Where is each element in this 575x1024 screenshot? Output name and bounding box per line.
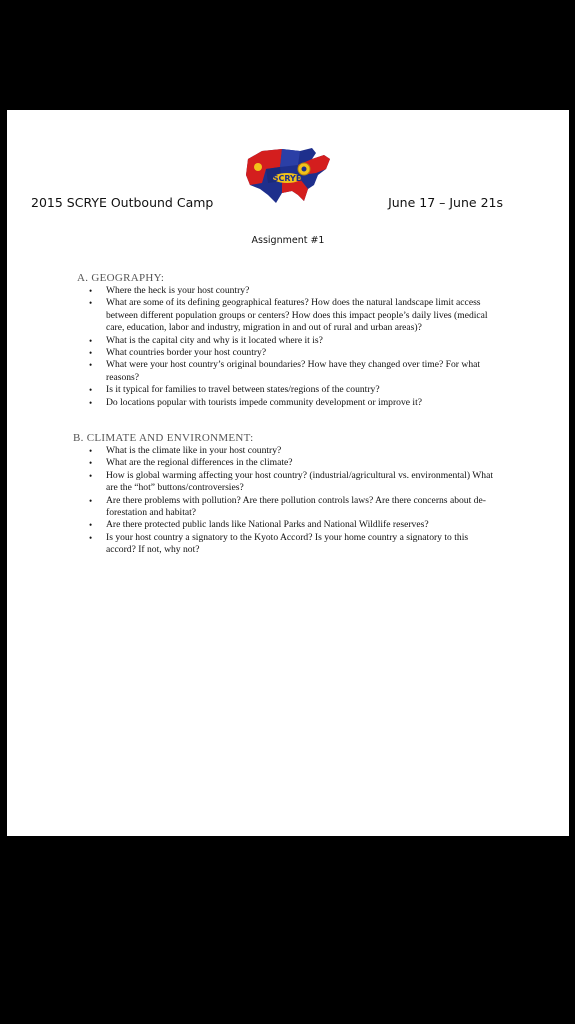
section-title: A. GEOGRAPHY: — [77, 272, 165, 284]
question-list — [7, 445, 569, 557]
list-item: • How is global warming affecting your host country? (industrial/agricultural vs. environmental) What are the “hot” buttons/controversies? — [7, 470, 569, 495]
list-item: • Are there problems with pollution? Are there pollution controls laws? Are there concerns about de-forestation and habitat? — [7, 495, 569, 520]
logo-text: SCRYE — [272, 174, 302, 183]
section-title: B. CLIMATE AND ENVIRONMENT: — [73, 432, 254, 444]
list-item: • Where the heck is your host country? — [7, 285, 569, 297]
section-climate — [7, 432, 569, 557]
list-item: • What countries border your host country? — [7, 347, 569, 359]
list-item: • Do locations popular with tourists impede community development or improve it? — [7, 397, 569, 409]
camp-dates: June 17 – June 21s — [388, 195, 503, 210]
section-geography — [7, 272, 569, 409]
camp-title: 2015 SCRYE Outbound Camp — [31, 195, 214, 210]
list-item: • What were your host country’s original boundaries? How have they changed over time? For what reasons? — [7, 359, 569, 384]
scrye-logo — [242, 145, 332, 207]
list-item: • What are the regional differences in the climate? — [7, 457, 569, 469]
list-item: • Is it typical for families to travel between states/regions of the country? — [7, 384, 569, 396]
list-item: • Is your host country a signatory to the Kyoto Accord? Is your home country a signatory to this accord? If not, why not? — [7, 532, 569, 557]
document-page — [7, 110, 569, 836]
question-list — [7, 285, 569, 409]
list-item: • Are there protected public lands like National Parks and National Wildlife reserves? — [7, 519, 569, 531]
list-item: • What is the capital city and why is it located where it is? — [7, 335, 569, 347]
assignment-title: Assignment #1 — [251, 235, 325, 246]
list-item: • What is the climate like in your host country? — [7, 445, 569, 457]
list-item: • What are some of its defining geographical features? How does the natural landscape limit access between different population groups or centers? How does this impact people’s daily lives (medical care, education, labor and industry, migration in and out of rural and urban areas)? — [7, 297, 569, 334]
